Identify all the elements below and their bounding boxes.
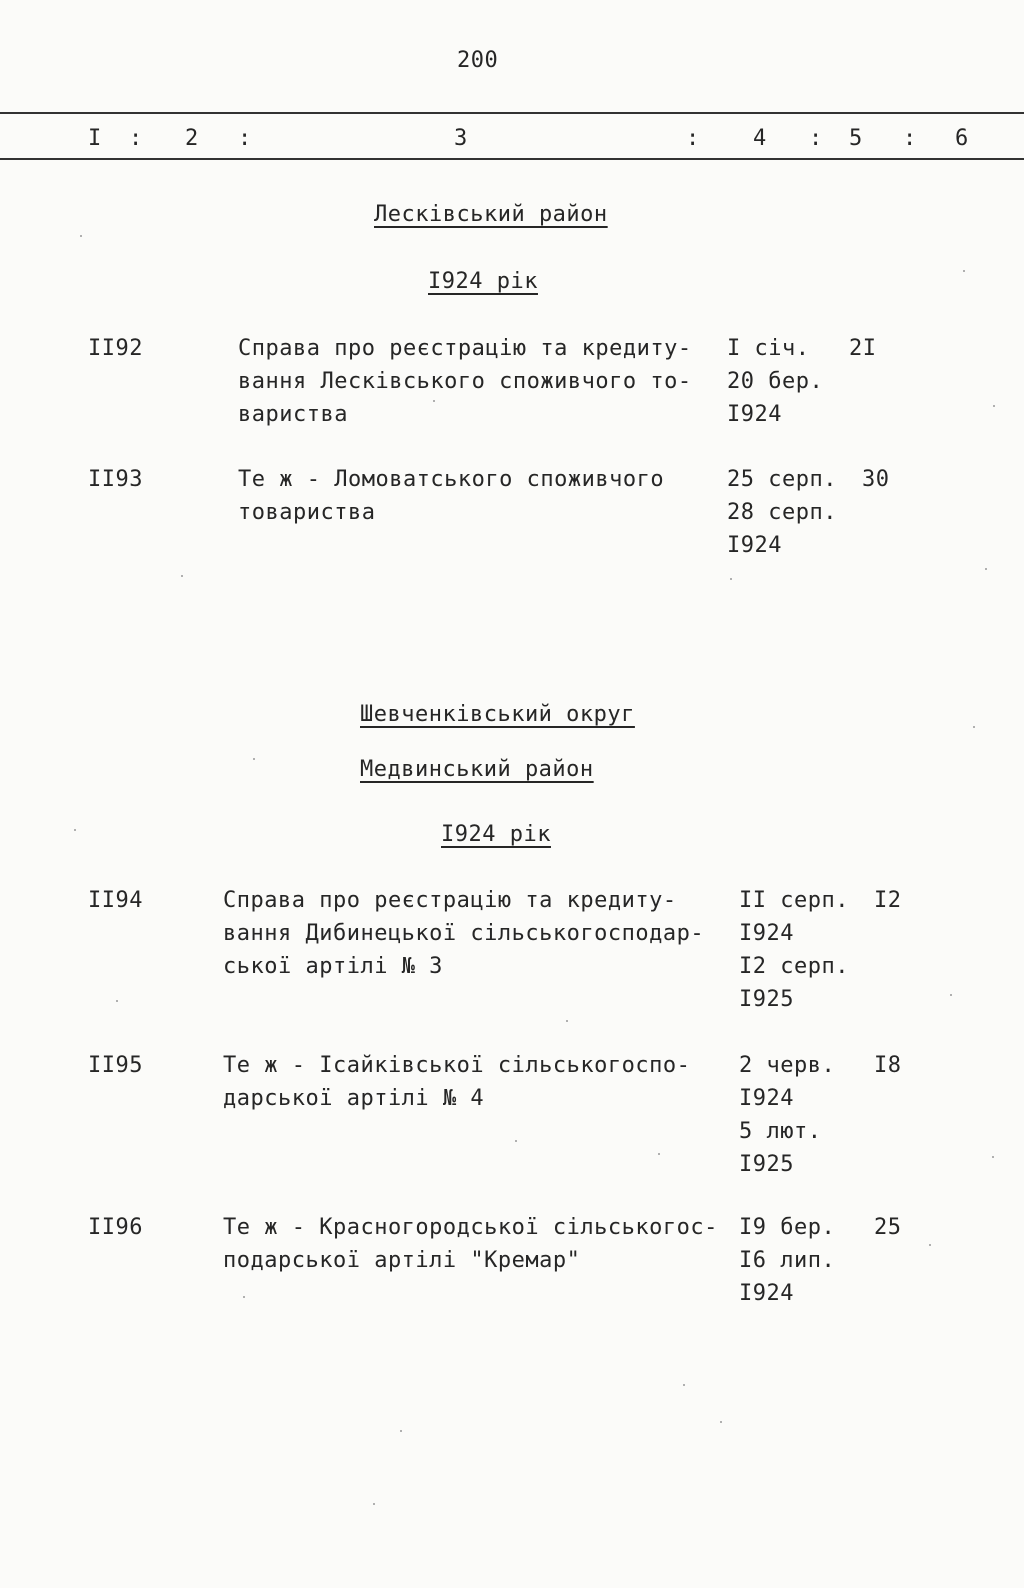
scan-speck — [950, 994, 952, 996]
scan-speck — [730, 578, 732, 580]
scan-speck — [253, 758, 255, 760]
description-line: Справа про реєстрацію та кредиту- — [238, 336, 692, 361]
description-line: подарської артілі "Кремар" — [223, 1248, 581, 1273]
entry-description — [223, 1211, 718, 1277]
scan-speck — [181, 575, 183, 577]
date-line: 20 бер. — [727, 369, 824, 394]
entry-number: II94 — [88, 888, 143, 913]
description-line: дарської артілі № 4 — [223, 1086, 485, 1111]
entry-description — [223, 1049, 690, 1115]
header-bottom-rule — [0, 158, 1024, 160]
description-line: Справа про реєстрацію та кредиту- — [223, 888, 677, 913]
scan-speck — [80, 235, 82, 237]
scan-speck — [973, 726, 975, 728]
entry-description — [223, 884, 704, 983]
date-line: I6 лип. — [739, 1248, 836, 1273]
scan-speck — [929, 1244, 931, 1246]
col-5-label: 5 — [849, 126, 863, 151]
scan-speck — [720, 1421, 722, 1423]
date-line: 5 лют. — [739, 1119, 822, 1144]
scan-speck — [116, 1000, 118, 1002]
date-line: I січ. — [727, 336, 810, 361]
section-heading: Лесківський район — [374, 202, 608, 227]
scan-speck — [74, 829, 76, 831]
entry-sheets: I2 — [874, 888, 902, 913]
entry-dates — [727, 332, 823, 431]
entry-sheets: I8 — [874, 1053, 902, 1078]
entry-number: II92 — [88, 336, 143, 361]
description-line: вання Лесківського споживчого то- — [238, 369, 692, 394]
date-line: 25 серп. — [727, 467, 837, 492]
description-line: ської артілі № 3 — [223, 954, 443, 979]
scan-speck — [433, 400, 435, 402]
scan-speck — [993, 405, 995, 407]
col-separator: : — [129, 126, 143, 151]
section-year: I924 рік — [441, 822, 551, 847]
scan-speck — [683, 1384, 685, 1386]
date-line: 28 серп. — [727, 500, 837, 525]
entry-dates — [727, 463, 837, 562]
col-3-label: 3 — [454, 126, 468, 151]
scan-speck — [985, 568, 987, 570]
scan-speck — [400, 1430, 402, 1432]
description-line: Те ж - Ломоватського споживчого — [238, 467, 665, 492]
col-4-label: 4 — [753, 126, 767, 151]
date-line: I925 — [739, 987, 794, 1012]
entry-number: II95 — [88, 1053, 143, 1078]
scan-speck — [963, 270, 965, 272]
scan-speck — [566, 1020, 568, 1022]
entry-number: II96 — [88, 1215, 143, 1240]
description-line: вариства — [238, 402, 348, 427]
date-line: I924 — [739, 1281, 794, 1306]
col-6-label: 6 — [955, 126, 969, 151]
entry-description — [238, 332, 692, 431]
scan-speck — [658, 1153, 660, 1155]
date-line: I925 — [739, 1152, 794, 1177]
col-separator: : — [809, 126, 823, 151]
date-line: I9 бер. — [739, 1215, 836, 1240]
scan-speck — [515, 1140, 517, 1142]
col-2-label: 2 — [185, 126, 199, 151]
date-line: I924 — [727, 533, 782, 558]
entry-dates — [739, 1049, 835, 1181]
header-top-rule — [0, 112, 1024, 114]
col-1-label: I — [88, 126, 102, 151]
date-line: I924 — [739, 921, 794, 946]
date-line: I924 — [727, 402, 782, 427]
description-line: Те ж - Ісайківської сільськогоспо- — [223, 1053, 691, 1078]
page-number: 200 — [457, 48, 499, 73]
entry-sheets: 25 — [874, 1215, 902, 1240]
description-line: Те ж - Красногородської сільськогос- — [223, 1215, 718, 1240]
date-line: II серп. — [739, 888, 849, 913]
date-line: I924 — [739, 1086, 794, 1111]
scan-speck — [373, 1503, 375, 1505]
section-year: I924 рік — [428, 269, 538, 294]
entry-number: II93 — [88, 467, 143, 492]
col-separator: : — [686, 126, 700, 151]
entry-description — [238, 463, 664, 529]
date-line: I2 серп. — [739, 954, 849, 979]
section-subheading: Медвинський район — [360, 757, 594, 782]
entry-sheets: 2I — [849, 336, 877, 361]
entry-dates — [739, 884, 849, 1016]
col-separator: : — [238, 126, 252, 151]
description-line: вання Дибинецької сільськогосподар- — [223, 921, 705, 946]
entry-sheets: 30 — [862, 467, 890, 492]
entry-dates — [739, 1211, 835, 1310]
description-line: товариства — [238, 500, 376, 525]
date-line: 2 черв. — [739, 1053, 836, 1078]
scan-speck — [243, 1296, 245, 1298]
section-heading: Шевченківський округ — [360, 702, 635, 727]
col-separator: : — [903, 126, 917, 151]
scan-speck — [992, 1156, 994, 1158]
